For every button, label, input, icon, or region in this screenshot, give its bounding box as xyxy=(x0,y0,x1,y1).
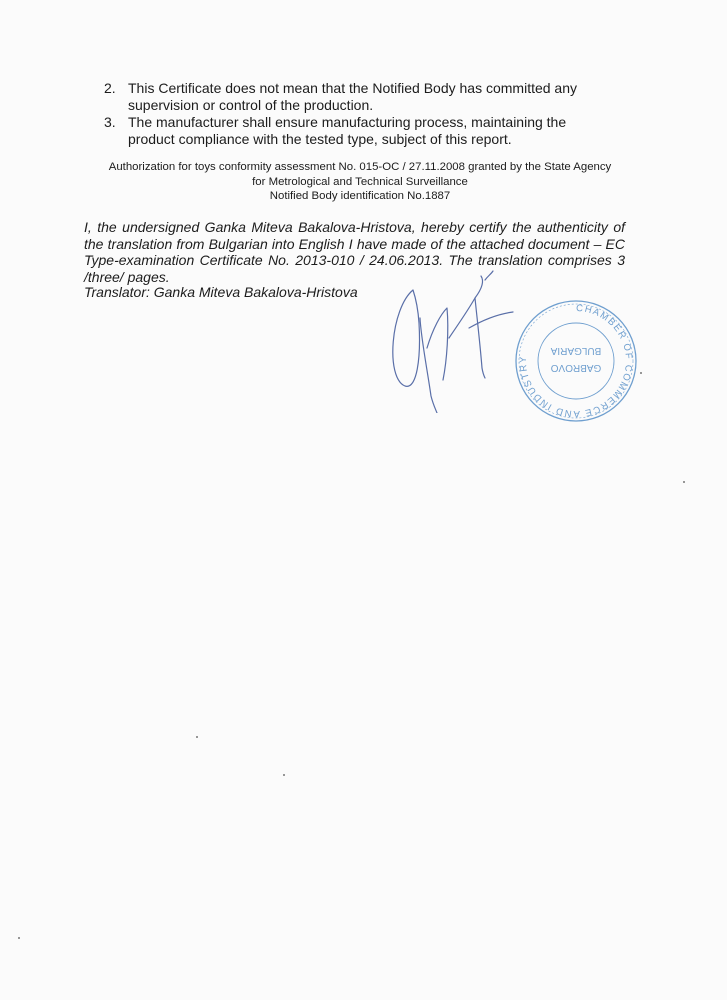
scan-speck xyxy=(683,481,685,483)
svg-text:CHAMBER OF COMMERCE AND INDUST xyxy=(518,303,634,419)
scan-speck xyxy=(196,736,198,738)
scan-speck xyxy=(283,774,285,776)
stamp-center-text: BULGARIA xyxy=(550,345,602,356)
authorization-line: for Metrological and Technical Surveillance xyxy=(252,175,468,188)
condition-item-2 xyxy=(104,80,604,114)
stamp-center-text: GABROVO xyxy=(550,362,602,373)
authorization-block xyxy=(70,160,650,204)
authorization-line: Authorization for toys conformity assessment No. 015-OC / 27.11.2008 granted by the State Agency xyxy=(108,161,612,173)
condition-item-3 xyxy=(104,114,604,148)
chamber-stamp xyxy=(512,297,640,425)
condition-text: The manufacturer shall ensure manufacturing process, maintaining the product compliance with the tested type, subject of this report. xyxy=(128,114,567,147)
notified-body-line: Notified Body identification No.1887 xyxy=(269,190,451,202)
scan-speck xyxy=(640,372,642,374)
condition-number: 3. xyxy=(104,114,116,130)
condition-text: This Certificate does not mean that the Notified Body has committed any supervision or control of the production. xyxy=(128,80,578,113)
stamp-ring-text: CHAMBER OF COMMERCE AND INDUSTRY xyxy=(517,302,635,419)
certification-statement: I, the undersigned Ganka Miteva Bakalova-Hristova, hereby certify the authenticity of the translation from Bulgarian into English I have made of the attached document – EC Type-examination Certificate No. 2013-010 / 24.06.2013. The translation comprises 3 /three/ pages. xyxy=(84,219,625,285)
handwritten-signature xyxy=(385,268,525,413)
translator-line: Translator: Ganka Miteva Bakalova-Hristova xyxy=(84,284,358,300)
conditions-list xyxy=(104,80,604,148)
scan-speck xyxy=(18,937,20,939)
condition-number: 2. xyxy=(104,80,116,96)
